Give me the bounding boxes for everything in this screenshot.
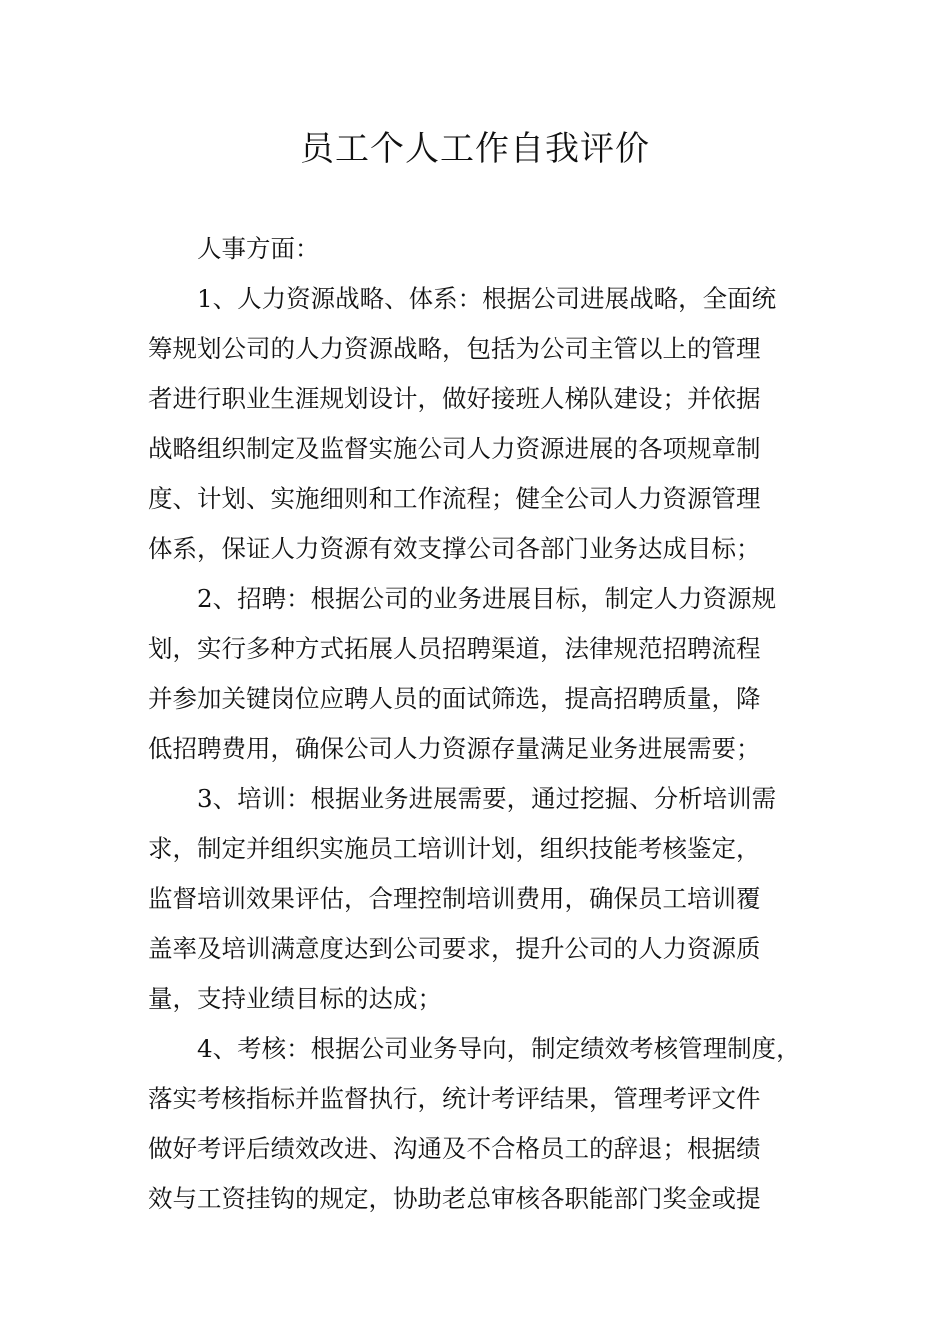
text-line: 低招聘费用，确保公司人力资源存量满足业务进展需要； [148, 734, 761, 763]
text-line: 1、人力资源战略、体系：根据公司进展战略，全面统 [197, 284, 777, 313]
text-line: 度、计划、实施细则和工作流程；健全公司人力资源管理 [148, 484, 761, 513]
text-line: 2、招聘：根据公司的业务进展目标，制定人力资源规 [197, 584, 777, 613]
text-line: 盖率及培训满意度达到公司要求，提升公司的人力资源质 [148, 934, 761, 963]
text-line: 落实考核指标并监督执行，统计考评结果，管理考评文件 [148, 1084, 761, 1113]
document-body [148, 224, 828, 1224]
text-line: 筹规划公司的人力资源战略，包括为公司主管以上的管理 [148, 334, 761, 363]
text-line: 4、考核：根据公司业务导向，制定绩效考核管理制度， [197, 1034, 801, 1063]
text-line: 3、培训：根据业务进展需要，通过挖掘、分析培训需 [197, 784, 777, 813]
text-line: 求，制定并组织实施员工培训计划，组织技能考核鉴定， [148, 834, 761, 863]
text-line: 做好考评后绩效改进、沟通及不合格员工的辞退；根据绩 [148, 1134, 761, 1163]
text-line: 量，支持业绩目标的达成； [148, 984, 442, 1013]
text-line: 效与工资挂钩的规定，协助老总审核各职能部门奖金或提 [148, 1184, 761, 1213]
text-line: 划，实行多种方式拓展人员招聘渠道，法律规范招聘流程 [148, 634, 761, 663]
document-title: 员工个人工作自我评价 [300, 129, 650, 169]
text-line: 战略组织制定及监督实施公司人力资源进展的各项规章制 [148, 434, 761, 463]
text-line: 体系，保证人力资源有效支撑公司各部门业务达成目标； [148, 534, 761, 563]
text-line: 监督培训效果评估，合理控制培训费用，确保员工培训覆 [148, 884, 761, 913]
text-line: 者进行职业生涯规划设计，做好接班人梯队建设；并依据 [148, 384, 761, 413]
text-line: 人事方面： [197, 234, 320, 263]
text-line: 并参加关键岗位应聘人员的面试筛选，提高招聘质量，降 [148, 684, 761, 713]
